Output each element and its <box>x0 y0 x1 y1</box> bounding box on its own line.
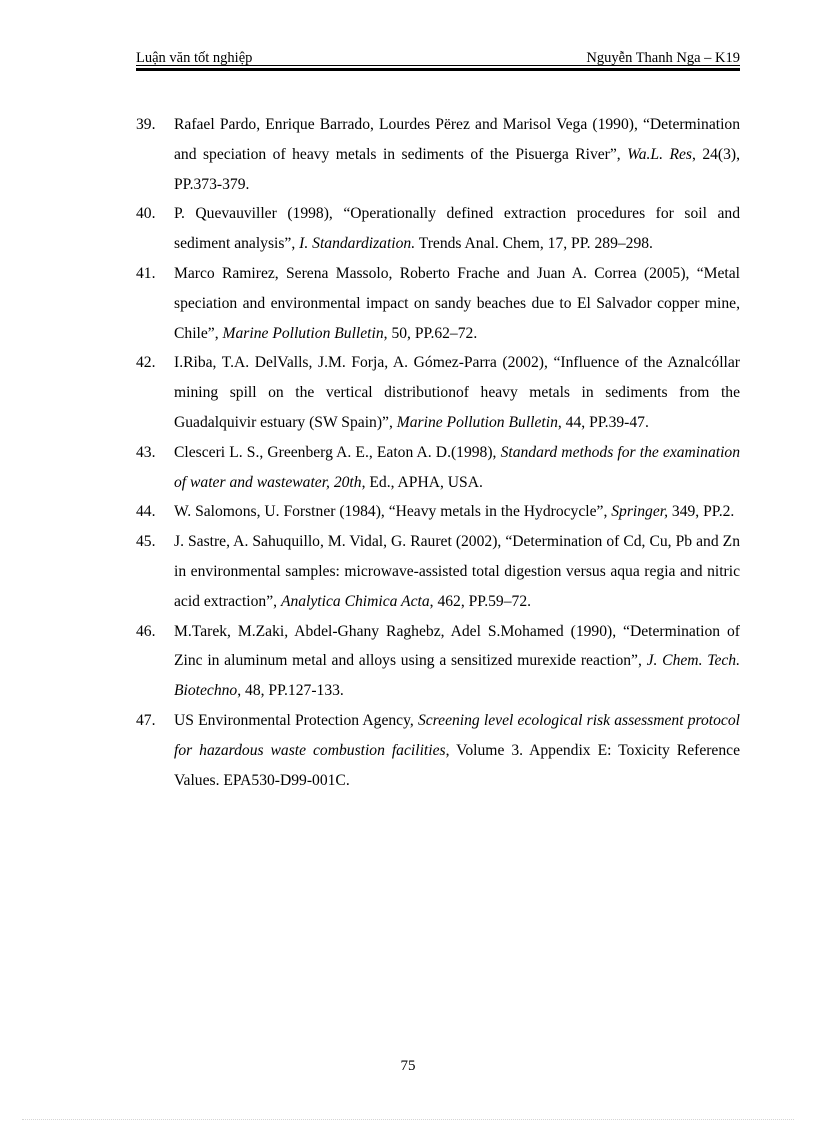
reference-text: Rafael Pardo, Enrique Barrado, Lourdes Përez and Marisol Vega (1990), “Determination and speciation of heavy metals in sediments of the Pisuerga River”, <box>174 116 740 163</box>
reference-text: I.Riba, T.A. DelValls, J.M. Forja, A. Gómez-Parra (2002), “Influence of the Aznalcóllar mining spill on the vertical distributionof heavy metals in sediments from the Guadalquivir estuary (SW Spain)”, <box>174 354 740 431</box>
reference-item <box>136 348 740 437</box>
reference-number: 45. <box>136 533 156 551</box>
reference-item <box>136 438 740 498</box>
reference-source: Marine Pollution Bulletin <box>222 324 384 342</box>
reference-details: , Volume 3. Appendix E: Toxicity Reference Values. EPA530-D99-001C. <box>174 741 740 789</box>
reference-text: W. Salomons, U. Forstner (1984), “Heavy metals in the Hydrocycle”, <box>174 503 612 521</box>
reference-item <box>136 497 740 527</box>
reference-item <box>136 110 740 199</box>
header-rule-thick <box>136 68 740 71</box>
header-rule-thin <box>136 65 740 66</box>
reference-number: 47. <box>136 711 156 729</box>
reference-details: , 462, PP.59–72. <box>429 592 532 610</box>
reference-number: 46. <box>136 622 156 640</box>
reference-text: Clesceri L. S., Greenberg A. E., Eaton A. D.(1998), <box>174 443 501 461</box>
reference-source: J. Chem. Tech. Biotechno <box>174 652 740 700</box>
reference-details: , 44, PP.39-47. <box>557 413 649 431</box>
reference-number: 43. <box>136 443 156 461</box>
reference-item <box>136 706 740 795</box>
reference-details: 349, PP.2. <box>668 503 735 521</box>
reference-details: Trends Anal. Chem, 17, PP. 289–298. <box>415 235 653 253</box>
page-edge-divider <box>22 1119 794 1120</box>
reference-item <box>136 199 740 259</box>
reference-number: 40. <box>136 205 156 223</box>
reference-item <box>136 617 740 706</box>
reference-source: Standard methods for the examination of water and wastewater, 20th <box>174 443 740 491</box>
reference-details: , 50, PP.62–72. <box>383 324 478 342</box>
reference-number: 42. <box>136 354 156 372</box>
reference-source: Analytica Chimica Acta <box>280 592 430 610</box>
reference-text: US Environmental Protection Agency, <box>174 711 418 729</box>
reference-item <box>136 527 740 616</box>
header-thesis-title: Luận văn tốt nghiệp <box>136 50 253 66</box>
reference-text: M.Tarek, M.Zaki, Abdel-Ghany Raghebz, Adel S.Mohamed (1990), “Determination of Zinc in aluminum metal and alloys using a sensitized murexide reaction”, <box>174 622 740 670</box>
reference-details: , 48, PP.127-133. <box>237 682 344 700</box>
reference-source: Wa.L. Res <box>627 145 692 163</box>
reference-source: Springer, <box>611 503 668 521</box>
reference-number: 44. <box>136 503 156 521</box>
reference-list <box>136 110 740 795</box>
reference-text: Marco Ramirez, Serena Massolo, Roberto Frache and Juan A. Correa (2005), “Metal speciation and environmental impact on sandy beaches due to El Salvador copper mine, Chile”, <box>174 264 740 342</box>
reference-source: Screening level ecological risk assessment protocol for hazardous waste combustion facilities <box>174 711 740 759</box>
page-number: 75 <box>400 1058 416 1074</box>
reference-item <box>136 259 740 348</box>
reference-text: J. Sastre, A. Sahuquillo, M. Vidal, G. Rauret (2002), “Determination of Cd, Cu, Pb and Zn in environmental samples: microwave-assisted total digestion versus aqua regia and nitric acid extraction”, <box>174 533 740 610</box>
reference-number: 41. <box>136 264 156 282</box>
reference-source: I. Standardization. <box>299 235 416 253</box>
reference-details: , 24(3), PP.373-379. <box>174 145 741 193</box>
reference-details: , Ed., APHA, USA. <box>361 473 483 491</box>
reference-number: 39. <box>136 116 156 133</box>
reference-source: Marine Pollution Bulletin <box>396 413 558 431</box>
header-author: Nguyễn Thanh Nga – K19 <box>586 50 740 66</box>
reference-text: P. Quevauviller (1998), “Operationally defined extraction procedures for soil and sediment analysis”, <box>174 205 740 253</box>
